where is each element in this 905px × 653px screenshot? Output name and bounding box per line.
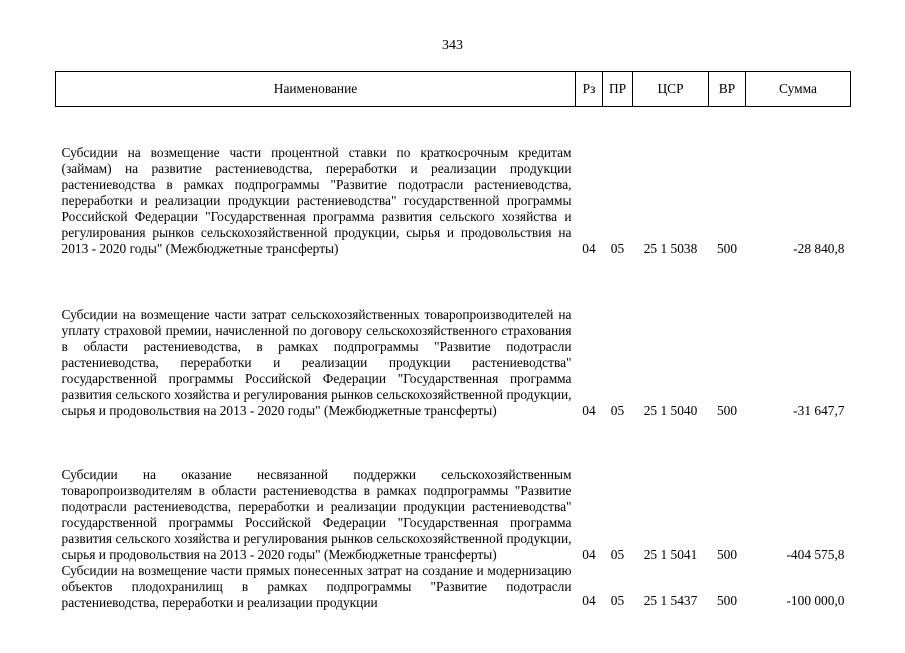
row-rz: 04 (582, 403, 596, 418)
table-row (56, 107, 851, 258)
row-vr: 500 (716, 593, 738, 608)
row-vr: 500 (716, 241, 738, 256)
row-pr: 05 (610, 241, 625, 256)
table-header-row (56, 72, 851, 107)
row-csr: 25 1 5040 (643, 403, 698, 418)
row-rz: 04 (582, 241, 596, 256)
row-sum: -31 647,7 (793, 403, 845, 418)
header-csr: ЦСР (633, 72, 709, 107)
table-row (56, 419, 851, 563)
row-rz: 04 (582, 593, 596, 608)
row-name: Субсидии на возмещение части затрат сельскохозяйственных товаропроизводителей на уплату страховой премии, начисленной по договору сельскохозяйственного страхования в области растениеводства, в рамках подпрограммы "Развитие подотрасли растениеводства, переработки и реализации продукции растениеводства" государственной программы Российской Федерации "Государственная программа развития сельского хозяйства и регулирования рынков сельскохозяйственной продукции, сырья и продовольствия на 2013 - 2020 годы" (Межбюджетные трансферты) (61, 307, 572, 418)
row-pr: 05 (610, 547, 625, 562)
row-rz: 04 (582, 547, 596, 562)
row-name: Субсидии на оказание несвязанной поддержки сельскохозяйственным товаропроизводителям в области растениеводства в рамках подпрограммы "Развитие подотрасли растениеводства, переработки и реализации продукции растениеводства" государственной программы Российской Федерации "Государственная программа развития сельского хозяйства и регулирования рынков сельскохозяйственной продукции, сырья и продовольствия на 2013 - 2020 годы" (Межбюджетные трансферты) (61, 467, 572, 562)
header-name: Наименование (56, 72, 576, 107)
row-sum: -404 575,8 (786, 547, 845, 562)
header-sum: Сумма (746, 72, 851, 107)
header-rz: Рз (576, 72, 603, 107)
page-number: 343 (442, 38, 463, 53)
row-sum: -28 840,8 (793, 241, 845, 256)
row-vr: 500 (716, 547, 738, 562)
budget-table (55, 71, 851, 653)
row-name: Субсидии на возмещение части процентной ставки по краткосрочным кредитам (займам) на развитие растениеводства, переработки и реализации продукции растениеводства в рамках подпрограммы "Развитие подотрасли растениеводства, переработки и реализации продукции растениеводства" государственной программы Российской Федерации "Государственная программа развития сельского хозяйства и регулирования рынков сельскохозяйственной продукции, сырья и продовольствия на 2013 - 2020 годы" (Межбюджетные трансферты) (61, 145, 572, 256)
row-sum: -100 000,0 (786, 593, 845, 608)
row-csr: 25 1 5041 (643, 547, 698, 562)
table-row (56, 257, 851, 419)
row-name: Субсидии на возмещение части прямых понесенных затрат на создание и модернизацию объектов плодохранилищ в рамках подпрограммы "Развитие подотрасли растениеводства, переработки и реализации продукции (61, 563, 572, 610)
row-csr: 25 1 5038 (643, 241, 698, 256)
row-vr: 500 (716, 403, 738, 418)
header-pr: ПР (603, 72, 633, 107)
row-csr: 25 1 5437 (643, 593, 698, 608)
header-vr: ВР (709, 72, 746, 107)
row-pr: 05 (610, 593, 625, 608)
row-pr: 05 (610, 403, 625, 418)
